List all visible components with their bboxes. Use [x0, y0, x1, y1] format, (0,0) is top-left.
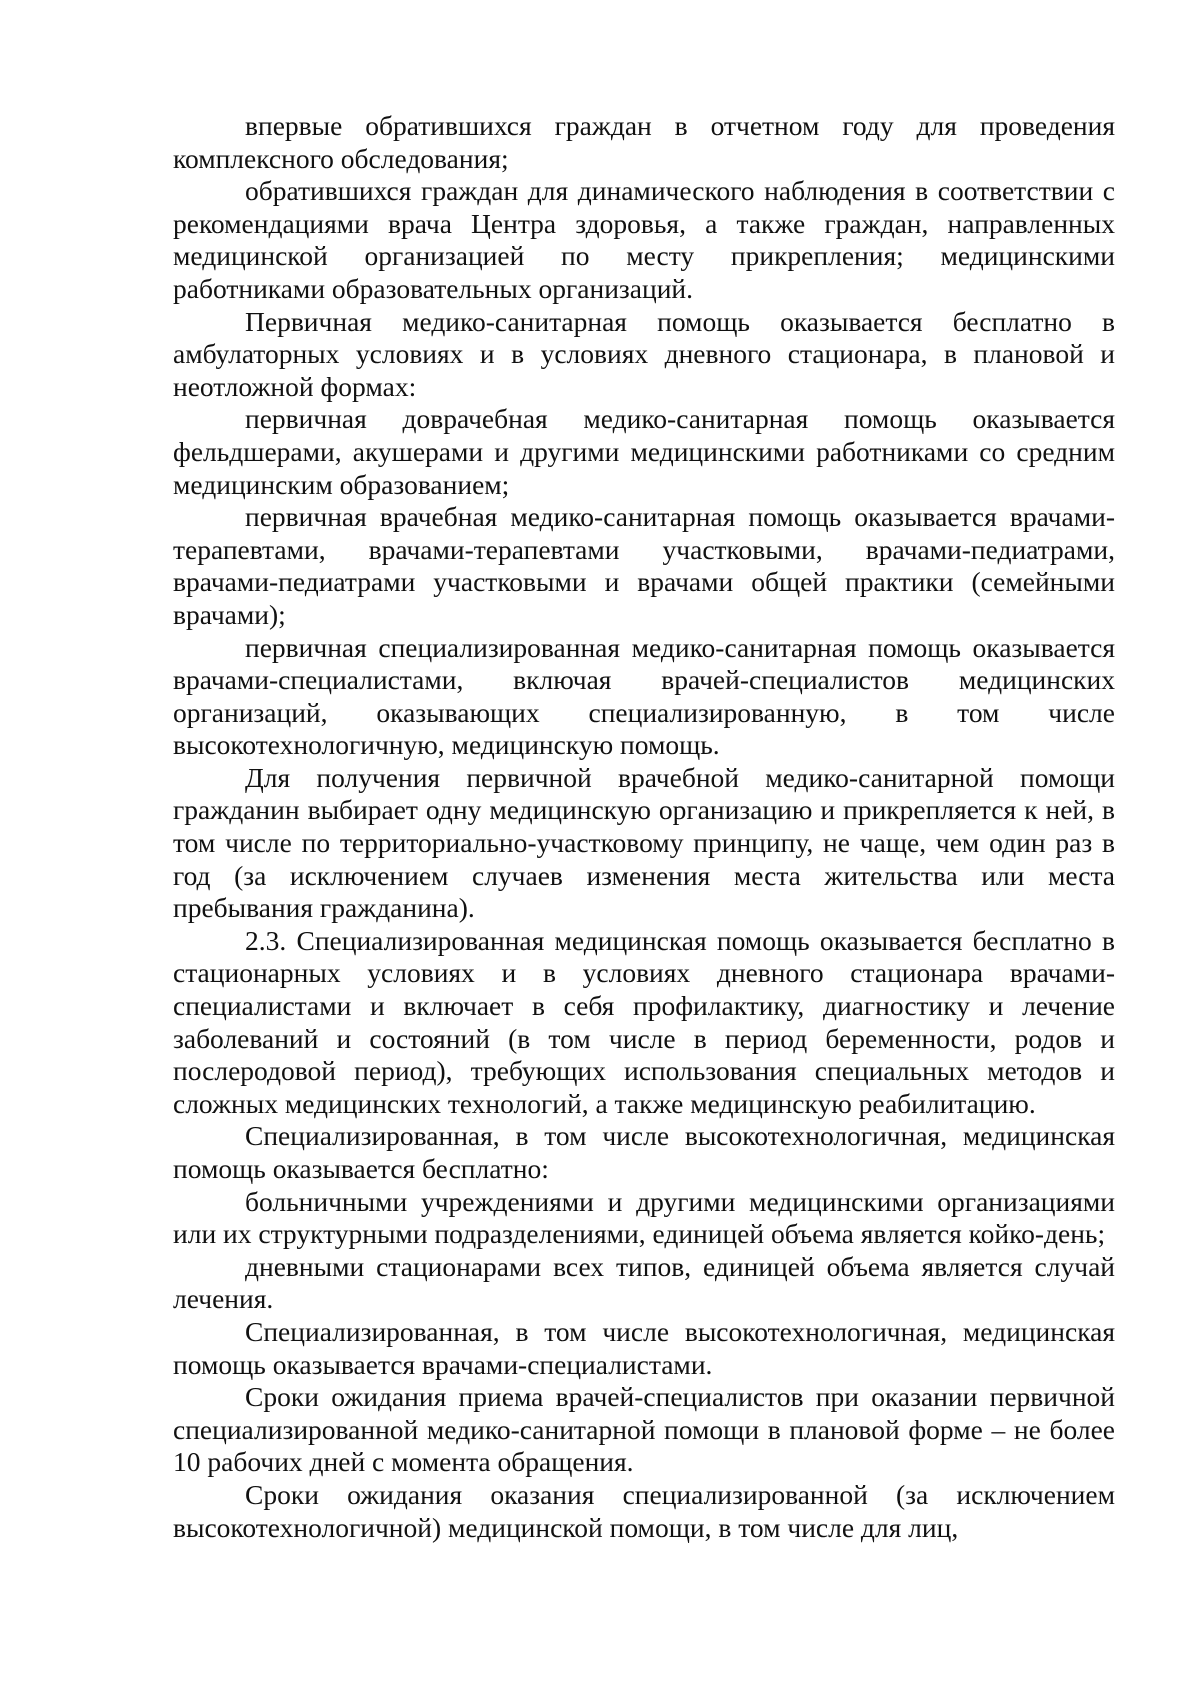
- paragraph-9: Специализированная, в том числе высокотехнологичная, медицинская помощь оказывается бесплатно:: [173, 1120, 1115, 1184]
- paragraph-1: впервые обратившихся граждан в отчетном году для проведения комплексного обследования;: [173, 110, 1115, 174]
- paragraph-13: Сроки ожидания приема врачей-специалистов при оказании первичной специализированной медико-санитарной помощи в плановой форме – не более 10 рабочих дней с момента обращения.: [173, 1381, 1115, 1478]
- paragraph-5: первичная врачебная медико-санитарная помощь оказывается врачами-терапевтами, врачами-терапевтами участковыми, врачами-педиатрами, врачами-педиатрами участковыми и врачами общей практики (семейными врачами);: [173, 501, 1115, 630]
- paragraph-4: первичная доврачебная медико-санитарная помощь оказывается фельдшерами, акушерами и другими медицинскими работниками со средним медицинским образованием;: [173, 403, 1115, 500]
- paragraph-10: больничными учреждениями и другими медицинскими организациями или их структурными подразделениями, единицей объема является койко-день;: [173, 1185, 1115, 1250]
- document-body: [173, 110, 1115, 1544]
- paragraph-2: обратившихся граждан для динамического наблюдения в соответствии с рекомендациями врача Центра здоровья, а также граждан, направленных медицинской организацией по месту прикрепления; медицинскими работниками образовательных организаций.: [173, 175, 1115, 304]
- paragraph-8: 2.3. Специализированная медицинская помощь оказывается бесплатно в стационарных условиях и в условиях дневного стационара врачами-специалистами и включает в себя профилактику, диагностику и лечение заболеваний и состояний (в том числе в период беременности, родов и послеродовой период), требующих использования специальных методов и сложных медицинских технологий, а также медицинскую реабилитацию.: [173, 924, 1115, 1119]
- paragraph-6: первичная специализированная медико-санитарная помощь оказывается врачами-специалистами, включая врачей-специалистов медицинских организаций, оказывающих специализированную, в том числе высокотехнологичную, медицинскую помощь.: [173, 631, 1115, 761]
- paragraph-11: дневными стационарами всех типов, единицей объема является случай лечения.: [173, 1250, 1115, 1315]
- paragraph-14: Сроки ожидания оказания специализированной (за исключением высокотехнологичной) медицинской помощи, в том числе для лиц,: [173, 1478, 1115, 1543]
- paragraph-7: Для получения первичной врачебной медико-санитарной помощи гражданин выбирает одну медицинскую организацию и прикрепляется к ней, в том числе по территориально-участковому принципу, не чаще, чем один раз в год (за исключением случаев изменения места жительства или места пребывания гражданина).: [173, 761, 1115, 924]
- paragraph-3: Первичная медико-санитарная помощь оказывается бесплатно в амбулаторных условиях и в условиях дневного стационара, в плановой и неотложной формах:: [173, 305, 1115, 402]
- paragraph-12: Специализированная, в том числе высокотехнологичная, медицинская помощь оказывается врачами-специалистами.: [173, 1315, 1115, 1380]
